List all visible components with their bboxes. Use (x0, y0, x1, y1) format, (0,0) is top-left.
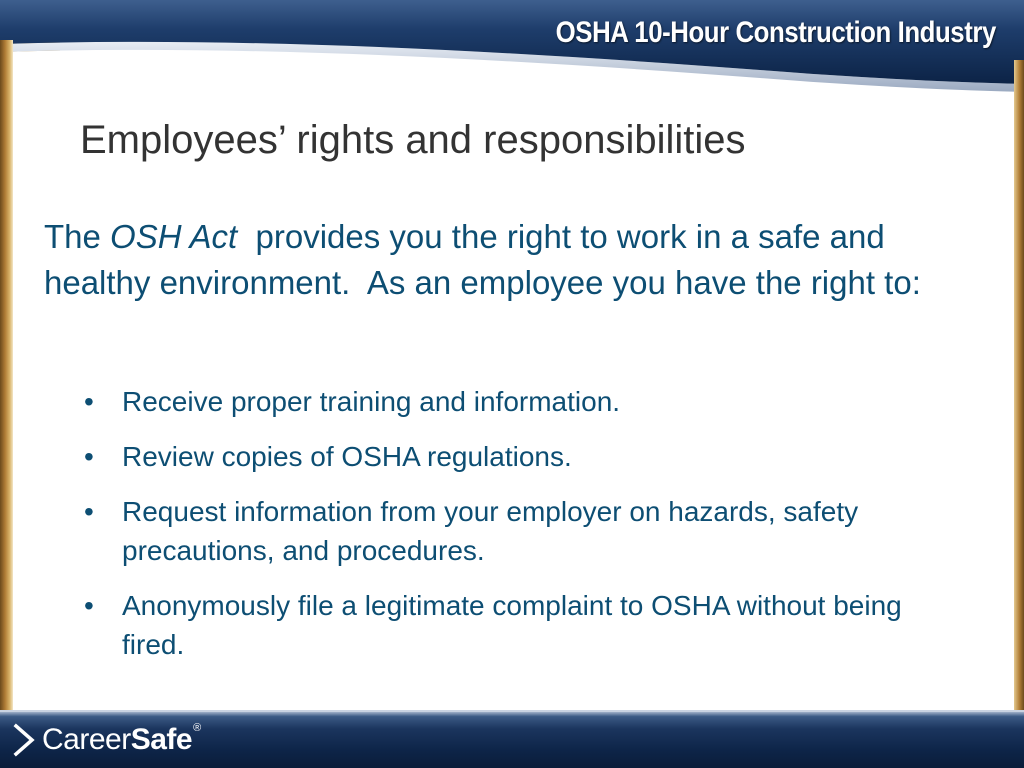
rights-list (84, 382, 964, 680)
logo-text-safe: Safe (130, 723, 193, 756)
careersafe-logo (12, 720, 201, 760)
list-item-text: Anonymously file a legitimate complaint to OSHA without being fired. (122, 590, 902, 660)
list-item (84, 382, 964, 421)
left-frame-bar (0, 40, 13, 720)
header-title: OSHA 10-Hour Construction Industry (555, 16, 996, 49)
slide-title: Employees’ rights and responsibilities (80, 118, 746, 162)
bullet-icon: • (84, 441, 94, 472)
osh-act-name: OSH Act (110, 218, 238, 255)
footer-band (0, 710, 1024, 768)
registered-mark: ® (193, 722, 202, 734)
list-item-text: Receive proper training and information. (122, 386, 621, 417)
intro-text-rest: provides you the right to work in a safe and healthy environment. As an employee you have the right to: (44, 218, 921, 301)
header-band (0, 0, 1024, 100)
intro-paragraph (44, 214, 984, 306)
bullet-icon: • (84, 496, 94, 527)
bullet-icon: • (84, 386, 94, 417)
list-item-text: Request information from your employer on hazards, safety precautions, and procedures. (122, 496, 859, 566)
chevron-right-icon (12, 723, 38, 757)
list-item (84, 437, 964, 476)
right-frame-bar (1014, 60, 1024, 720)
list-item (84, 492, 964, 570)
logo-text-career: Career (42, 723, 131, 756)
list-item (84, 586, 964, 664)
intro-text-start: The (44, 218, 111, 255)
bullet-icon: • (84, 590, 94, 621)
list-item-text: Review copies of OSHA regulations. (122, 441, 572, 472)
